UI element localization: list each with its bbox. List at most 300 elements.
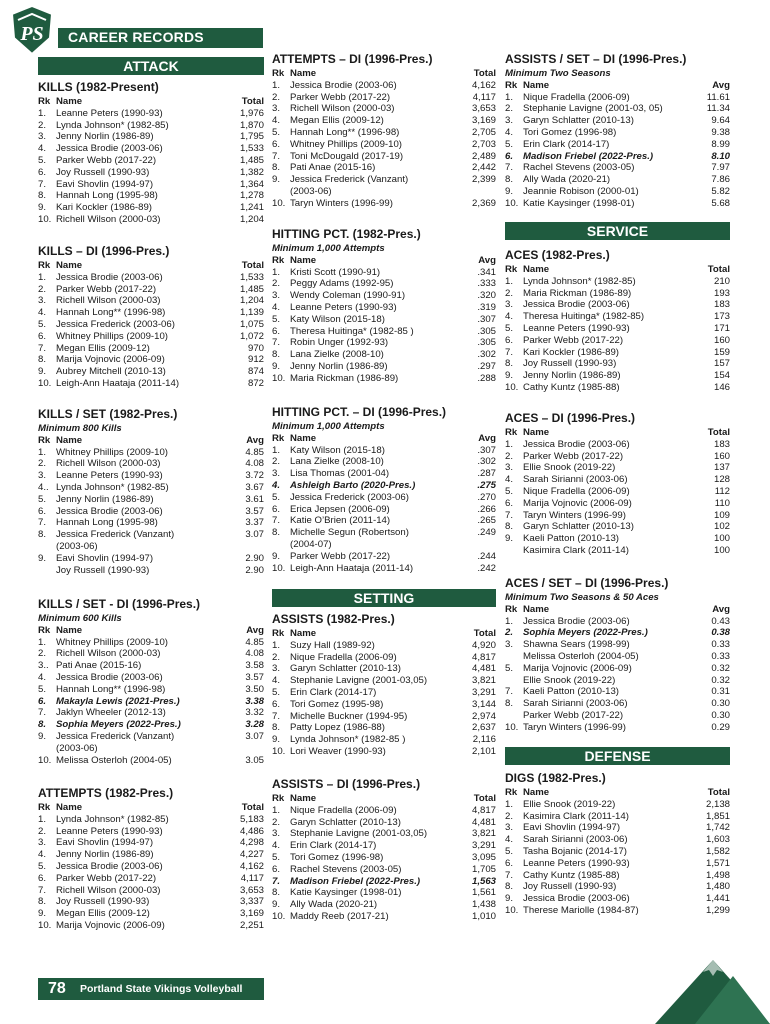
row-rank: 2.	[505, 287, 514, 299]
row-value: 1,742	[705, 822, 730, 834]
row-value: 3.07	[245, 730, 264, 742]
table-header	[38, 435, 264, 447]
table-row	[38, 131, 264, 143]
row-name: Joy Russell (1990-93)	[56, 166, 150, 178]
header-rank: Rk	[272, 432, 285, 444]
row-rank: 4.	[272, 479, 281, 491]
row-value: .320	[477, 290, 496, 302]
row-value: 4,117	[240, 872, 264, 884]
row-name: Katy Wilson (2015-18)	[290, 313, 385, 325]
row-value: 4,162	[471, 79, 496, 91]
row-value: 3,821	[471, 675, 496, 687]
row-value: 8.10	[711, 150, 730, 162]
row-rank: 7.	[272, 150, 281, 162]
row-name: Maddy Reeb (2017-21)	[290, 910, 389, 922]
row-rank: 10.	[38, 754, 52, 766]
section-hitting-1982	[272, 227, 496, 385]
row-name: Wendy Coleman (1990-91)	[290, 290, 406, 302]
table-row	[38, 366, 264, 378]
row-rank: 1.	[38, 813, 47, 825]
row-name: Jenny Norlin (1986-89)	[290, 360, 388, 372]
row-value: 159	[713, 346, 730, 358]
row-name: Lynda Johnson* (1982-85)	[56, 813, 169, 825]
row-value: 4,920	[471, 639, 496, 651]
row-name: (2003-06)	[56, 540, 98, 552]
row-rank: 3.	[272, 663, 281, 675]
row-name: Sarah Sirianni (2003-06)	[523, 834, 628, 846]
row-rank: 8.	[272, 349, 281, 361]
row-name: Kasimira Clark (2011-14)	[523, 544, 629, 556]
row-name: Stephanie Lavigne (2001-03, 05)	[523, 103, 663, 115]
table-row	[38, 214, 264, 226]
row-name: Tori Gomez (1995-98)	[290, 698, 384, 710]
section-note: Minimum 600 Kills	[38, 613, 122, 624]
row-rank: 10.	[272, 745, 286, 757]
table-row	[38, 179, 264, 191]
row-rank: 9.	[505, 370, 514, 382]
row-name: Stephanie Lavigne (2001-03,05)	[290, 828, 428, 840]
header-rank: Rk	[38, 802, 51, 813]
table-row	[505, 698, 730, 710]
table-row	[272, 817, 496, 829]
row-rank: 2.	[38, 119, 47, 131]
row-rank: 9.	[272, 734, 281, 746]
row-rank: 6.	[505, 857, 514, 869]
row-rank: 2.	[505, 627, 514, 639]
row-rank: 5.	[272, 686, 281, 698]
row-value: 2.90	[245, 552, 264, 564]
header-name: Name	[290, 432, 317, 444]
row-value: 100	[713, 544, 730, 556]
section-title: HITTING PCT. – DI (1996-Pres.)	[272, 405, 447, 419]
row-name: Lynda Johnson* (1982-85 )	[290, 734, 406, 746]
row-rank: 7.	[505, 346, 514, 358]
header-value: Avg	[246, 434, 264, 446]
row-name: Hannah Long** (1996-98)	[290, 126, 400, 138]
row-rank: 10.	[505, 721, 519, 733]
table-header	[272, 68, 496, 80]
header-rank: Rk	[38, 434, 51, 446]
row-value: .307	[477, 444, 496, 456]
table-row	[272, 734, 496, 746]
row-value: 110	[714, 497, 730, 509]
row-name: Robin Unger (1992-93)	[290, 337, 389, 349]
row-value: .288	[477, 372, 496, 384]
row-value: 0.30	[711, 709, 730, 721]
row-value: 9.64	[711, 115, 730, 127]
row-rank: 5.	[505, 322, 514, 334]
table-header	[505, 427, 730, 439]
row-value: 3.07	[245, 529, 264, 541]
row-name: Ellie Snook (2019-22)	[523, 462, 616, 474]
table-row	[272, 186, 496, 198]
row-name: Shawna Sears (1998-99)	[523, 639, 630, 651]
row-value: 3.05	[245, 754, 264, 766]
row-value: 1,582	[705, 845, 730, 857]
row-rank: 5.	[38, 683, 47, 695]
row-rank: 6.	[38, 695, 47, 707]
row-value: 3,653	[471, 103, 496, 115]
row-rank: 10.	[38, 213, 52, 225]
row-value: 0.38	[711, 627, 730, 639]
row-value: 1,870	[239, 119, 264, 131]
row-rank: 7.	[272, 337, 281, 349]
row-name: Eavi Shovlin (1994-97)	[56, 552, 154, 564]
table-row	[38, 731, 264, 743]
row-rank: 4.	[272, 675, 281, 687]
row-name: Garyn Schlatter (2010-13)	[290, 816, 401, 828]
table-row	[272, 174, 496, 186]
table-row	[505, 323, 730, 335]
row-value: .265	[477, 515, 496, 527]
row-value: 193	[713, 287, 730, 299]
row-value: .341	[477, 266, 496, 278]
row-name: Jaklyn Wheeler (2012-13)	[56, 707, 166, 719]
row-name: Parker Webb (2017-22)	[290, 550, 391, 562]
row-rank: 5.	[505, 845, 514, 857]
header-value: Total	[707, 427, 730, 438]
row-name: Leanne Peters (1990-93)	[56, 825, 163, 837]
table-row	[505, 347, 730, 359]
table-row	[272, 805, 496, 817]
row-value: 171	[713, 322, 730, 334]
table-row	[505, 439, 730, 451]
header-value: Avg	[246, 624, 264, 636]
row-name: Michelle Segun (Robertson)	[290, 527, 409, 539]
row-name: Jessica Brodie (2003-06)	[56, 143, 163, 155]
header-value: Total	[241, 802, 264, 813]
row-rank: 6.	[272, 863, 281, 875]
row-name: Tori Gomez (1996-98)	[290, 851, 384, 863]
section-title: ACES (1982-Pres.)	[505, 248, 610, 262]
row-name: Parker Webb (2017-22)	[290, 91, 391, 103]
row-value: .333	[477, 278, 496, 290]
row-name: Leanne Peters (1990-93)	[56, 107, 163, 119]
row-name: Ellie Snook (2019-22)	[523, 798, 616, 810]
table-header	[38, 96, 264, 108]
header-rank: Rk	[38, 624, 51, 636]
row-rank: 4.	[38, 849, 47, 861]
row-rank: 3.	[272, 290, 281, 302]
table-row	[272, 139, 496, 151]
row-name: Joy Russell (1990-93)	[56, 896, 150, 908]
table-row	[272, 373, 496, 385]
row-value: .297	[477, 360, 496, 372]
table-row	[505, 858, 730, 870]
row-value: 3,291	[471, 686, 496, 698]
row-name: Pati Anae (2015-16)	[56, 660, 142, 672]
row-rank: 1.	[505, 615, 514, 627]
row-rank: 9.	[38, 552, 47, 564]
row-rank: 3.	[38, 295, 47, 307]
row-value: 11.34	[706, 103, 730, 115]
table-row	[272, 290, 496, 302]
table-row	[38, 331, 264, 343]
row-name: (2004-07)	[290, 538, 332, 550]
row-name: Taryn Winters (1996-99)	[290, 197, 393, 209]
table-row	[38, 648, 264, 660]
row-name: Taryn Winters (1996-99)	[523, 509, 626, 521]
row-value: .287	[477, 468, 496, 480]
row-value: 137	[713, 462, 730, 474]
header-name: Name	[523, 603, 550, 615]
row-value: .302	[477, 349, 496, 361]
header-name: Name	[290, 793, 317, 804]
row-rank: 3.	[38, 470, 47, 482]
section-note: Minimum 1,000 Attempts	[272, 421, 385, 432]
header-name: Name	[56, 802, 83, 813]
row-rank: 4.	[38, 671, 47, 683]
row-value: 1,204	[239, 295, 264, 307]
row-name: Jenny Norlin (1986-89)	[523, 370, 621, 382]
row-value: 1,533	[239, 143, 264, 155]
row-rank: 5.	[38, 860, 47, 872]
row-value: 8.99	[711, 138, 730, 150]
row-name: Taryn Winters (1996-99)	[523, 721, 626, 733]
header-name: Name	[56, 260, 83, 271]
row-value: 0.32	[711, 674, 730, 686]
row-name: Jeannie Robison (2000-01)	[523, 185, 639, 197]
row-value: 2,489	[471, 150, 496, 162]
table-row	[38, 354, 264, 366]
band-setting: SETTING	[272, 589, 496, 607]
table-row	[38, 707, 264, 719]
table-row	[272, 539, 496, 551]
row-name: Theresa Huitinga* (1982-85)	[523, 311, 645, 323]
row-rank: 7.	[38, 342, 47, 354]
row-name: Sarah Sirianni (2003-06)	[523, 474, 628, 486]
row-rank: 9.	[505, 185, 514, 197]
table-row	[38, 743, 264, 755]
row-name: Maria Rickman (1986-89)	[290, 372, 399, 384]
table-row	[505, 162, 730, 174]
table-row	[38, 849, 264, 861]
row-name: Whitney Phillips (2009-10)	[56, 330, 168, 342]
header-value: Total	[707, 264, 730, 275]
row-rank: 8.	[505, 881, 514, 893]
row-rank: 3.	[505, 299, 514, 311]
row-value: 146	[713, 381, 730, 393]
row-name: Tori Gomez (1996-98)	[523, 126, 617, 138]
row-value: 154	[713, 370, 730, 382]
row-value: 2,251	[239, 919, 264, 931]
table-row	[272, 302, 496, 314]
row-rank: 1.	[505, 438, 514, 450]
section-digs-1982	[505, 771, 730, 917]
row-rank: 2.	[272, 91, 281, 103]
row-name: Jessica Frederick (2003-06)	[290, 491, 409, 503]
header-value: Total	[473, 628, 496, 639]
table-header	[505, 80, 730, 92]
table-row	[505, 905, 730, 917]
table-row	[505, 881, 730, 893]
table-row	[505, 675, 730, 687]
table-row	[505, 370, 730, 382]
row-value: 0.33	[711, 650, 730, 662]
table-row	[272, 527, 496, 539]
table-row	[272, 361, 496, 373]
row-name: Melissa Osterloh (2004-05)	[56, 754, 172, 766]
row-rank: 5.	[272, 851, 281, 863]
row-rank: 10.	[272, 562, 286, 574]
table-row	[272, 103, 496, 115]
row-value: 11.61	[706, 91, 730, 103]
row-rank: 3.	[272, 828, 281, 840]
row-rank: 3.	[505, 639, 514, 651]
row-name: Erin Clark (2014-17)	[523, 138, 610, 150]
table-row	[38, 755, 264, 767]
table-row	[272, 746, 496, 758]
table-row	[505, 822, 730, 834]
section-title: HITTING PCT. (1982-Pres.)	[272, 227, 421, 241]
row-name: Katie Kaysinger (1998-01)	[290, 887, 402, 899]
section-title: ASSISTS (1982-Pres.)	[272, 612, 395, 626]
row-rank: 1.	[38, 107, 47, 119]
table-header	[505, 264, 730, 276]
table-row	[505, 510, 730, 522]
table-row	[38, 637, 264, 649]
header-rank: Rk	[505, 787, 518, 798]
table-row	[272, 652, 496, 664]
row-value: 157	[713, 358, 730, 370]
table-row	[505, 639, 730, 651]
table-row	[272, 504, 496, 516]
row-name: Jessica Brodie (2003-06)	[56, 505, 163, 517]
table-row	[38, 908, 264, 920]
row-rank: 9.	[272, 899, 281, 911]
row-rank: 4.	[505, 126, 514, 138]
row-value: 3.72	[245, 470, 264, 482]
row-name: Kristi Scott (1990-91)	[290, 266, 381, 278]
row-name: Jessica Frederick (2003-06)	[56, 318, 175, 330]
row-rank: 10.	[505, 381, 519, 393]
row-name: Jessica Frederick (Vanzant)	[56, 529, 175, 541]
row-value: 1,976	[239, 107, 264, 119]
page-title: CAREER RECORDS	[68, 29, 204, 45]
table-row	[505, 722, 730, 734]
row-value: 0.29	[711, 721, 730, 733]
row-rank: 6.	[272, 325, 281, 337]
row-rank: 10.	[505, 197, 519, 209]
row-name: Leanne Peters (1990-93)	[523, 857, 630, 869]
table-row	[38, 517, 264, 529]
row-value: 3.28	[245, 719, 264, 731]
header-value: Total	[473, 68, 496, 79]
row-rank: 6.	[505, 334, 514, 346]
table-row	[272, 899, 496, 911]
row-name: Richell Wilson (2000-03)	[56, 458, 161, 470]
header-value: Avg	[478, 432, 496, 444]
table-row	[38, 719, 264, 731]
row-value: 874	[247, 366, 264, 378]
table-row	[38, 814, 264, 826]
table-row	[38, 896, 264, 908]
table-row	[505, 92, 730, 104]
row-name: Erin Clark (2014-17)	[290, 686, 377, 698]
row-value: 5,183	[239, 813, 264, 825]
row-name: Jenny Norlin (1986-89)	[56, 131, 154, 143]
header-value: Total	[707, 787, 730, 798]
section-title: ASSISTS / SET – DI (1996-Pres.)	[505, 52, 687, 66]
row-value: .302	[477, 456, 496, 468]
table-row	[38, 319, 264, 331]
row-name: Lynda Johnson* (1982-85)	[523, 275, 636, 287]
row-value: 183	[713, 299, 730, 311]
table-row	[505, 198, 730, 210]
table-row	[272, 887, 496, 899]
table-row	[38, 529, 264, 541]
section-title: DIGS (1982-Pres.)	[505, 771, 606, 785]
footer-text: Portland State Vikings Volleyball	[80, 983, 243, 995]
row-value: .242	[477, 562, 496, 574]
row-name: Kasimira Clark (2011-14)	[523, 810, 629, 822]
row-rank: 3.	[38, 131, 47, 143]
table-row	[38, 447, 264, 459]
row-value: 3,653	[239, 884, 264, 896]
row-rank: 8.	[272, 722, 281, 734]
row-rank: 10.	[272, 910, 286, 922]
row-value: 0.31	[711, 686, 730, 698]
row-value: 3,144	[471, 698, 496, 710]
svg-text:PS: PS	[20, 23, 44, 45]
row-name: Whitney Phillips (2009-10)	[56, 636, 168, 648]
row-rank: 7.	[505, 162, 514, 174]
row-value: 7.86	[711, 174, 730, 186]
row-rank: 5.	[38, 318, 47, 330]
row-value: .270	[477, 491, 496, 503]
header-rank: Rk	[272, 793, 285, 804]
header-value: Avg	[712, 603, 730, 615]
row-name: Rachel Stevens (2003-05)	[523, 162, 635, 174]
row-name: Lynda Johnson* (1982-85)	[56, 481, 169, 493]
table-row	[38, 696, 264, 708]
row-name: Parker Webb (2017-22)	[56, 154, 157, 166]
table-header	[272, 255, 496, 267]
row-rank: 5.	[38, 154, 47, 166]
row-name: (2003-06)	[290, 185, 332, 197]
row-rank: 1.	[505, 275, 514, 287]
row-value: 1,851	[705, 810, 730, 822]
table-row	[272, 640, 496, 652]
row-value: 1,533	[239, 271, 264, 283]
table-row	[272, 722, 496, 734]
row-value: 4,298	[239, 837, 264, 849]
row-name: Joy Russell (1990-93)	[523, 358, 617, 370]
row-rank: 4.	[505, 474, 514, 486]
table-row	[505, 616, 730, 628]
row-name: Jessica Frederick (Vanzant)	[56, 730, 175, 742]
row-rank: 1.	[38, 271, 47, 283]
row-name: Nique Fradella (2006-09)	[523, 485, 630, 497]
row-rank: 7.	[38, 178, 47, 190]
row-name: Stephanie Lavigne (2001-03,05)	[290, 675, 428, 687]
table-row	[272, 551, 496, 563]
table-row	[272, 337, 496, 349]
row-value: 1,485	[239, 283, 264, 295]
row-value: 0.32	[711, 662, 730, 674]
section-aces-1982	[505, 248, 730, 394]
row-value: .319	[477, 301, 496, 313]
band-attack: ATTACK	[38, 57, 264, 75]
row-name: Nique Fradella (2006-09)	[290, 651, 397, 663]
row-rank: 6.	[272, 503, 281, 515]
row-value: 109	[713, 509, 730, 521]
table-row	[38, 506, 264, 518]
row-value: 2,637	[471, 722, 496, 734]
table-row	[38, 920, 264, 932]
row-name: Ally Wada (2020-21)	[523, 174, 611, 186]
table-row	[505, 627, 730, 639]
